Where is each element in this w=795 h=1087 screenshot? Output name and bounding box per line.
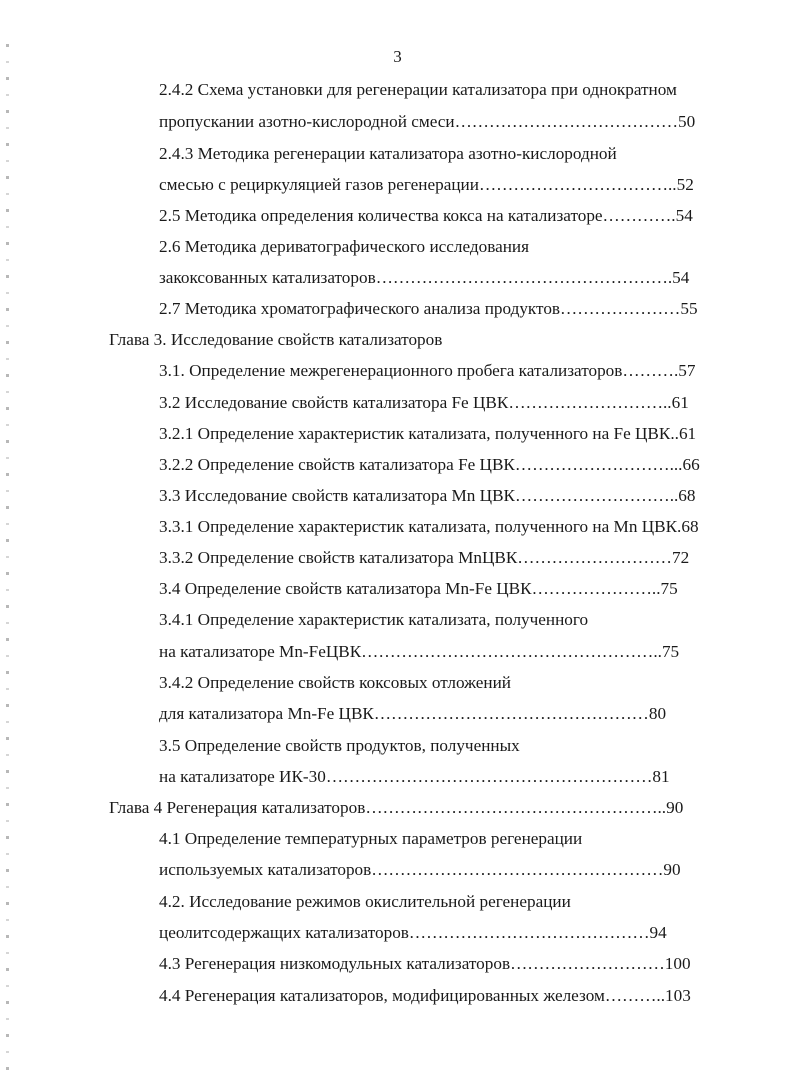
toc-entry-3-4-2-line1: 3.4.2 Определение свойств коксовых отложений <box>159 673 511 692</box>
toc-entry-2-4-3-line1: 2.4.3 Методика регенерации катализатора азотно-кислородной <box>159 144 617 163</box>
toc-chapter-3: Глава 3. Исследование свойств катализаторов <box>109 330 443 349</box>
toc-entry-4-2-line1: 4.2. Исследование режимов окислительной регенерации <box>159 892 571 911</box>
toc-entry-3-4-1-line2: на катализаторе Mn-FeЦВК……………………………………………..75 <box>159 642 680 661</box>
toc-entry-3-3: 3.3 Исследование свойств катализатора Mn ЦВК………………………..68 <box>159 486 696 505</box>
toc-entry-2-6-line1: 2.6 Методика дериватографического исследования <box>159 237 530 256</box>
toc-entry-3-2: 3.2 Исследование свойств катализатора Fe ЦВК………………………..61 <box>159 393 689 412</box>
toc-entry-4-1-line1: 4.1 Определение температурных параметров регенерации <box>159 829 583 848</box>
toc-entry-3-5-line2: на катализаторе ИК-30…………………………………………………81 <box>159 767 670 786</box>
toc-entry-2-7: 2.7 Методика хроматографического анализа продуктов…………………55 <box>159 299 698 318</box>
toc-entry-4-2-line2: цеолитсодержащих катализаторов……………………………………94 <box>159 923 667 942</box>
toc-entry-3-4: 3.4 Определение свойств катализатора Mn-Fe ЦВК…………………..75 <box>159 579 678 598</box>
toc-entry-2-5: 2.5 Методика определения количества кокса на катализаторе………….54 <box>159 206 693 225</box>
toc-entry-4-1-line2: используемых катализаторов……………………………………………90 <box>159 860 681 879</box>
toc-entry-4-3: 4.3 Регенерация низкомодульных катализаторов………………………100 <box>159 954 691 973</box>
toc-entry-3-3-2: 3.3.2 Определение свойств катализатора MnЦВК………………………72 <box>159 548 690 567</box>
toc-entry-3-3-1: 3.3.1 Определение характеристик катализата, полученного на Mn ЦВК.68 <box>159 517 699 536</box>
toc-entry-3-4-2-line2: для катализатора Mn-Fe ЦВК…………………………………………80 <box>159 704 667 723</box>
toc-entry-3-1: 3.1. Определение межрегенерационного пробега катализаторов……….57 <box>159 361 696 380</box>
toc-entry-3-5-line1: 3.5 Определение свойств продуктов, полученных <box>159 736 520 755</box>
toc-entry-3-4-1-line1: 3.4.1 Определение характеристик катализата, полученного <box>159 610 589 629</box>
toc-entry-3-2-2: 3.2.2 Определение свойств катализатора Fe ЦВК………………………...66 <box>159 455 700 474</box>
toc-entry-4-4: 4.4 Регенерация катализаторов, модифицированных железом………..103 <box>159 986 691 1005</box>
scan-binding-edge <box>6 30 9 1080</box>
toc-entry-2-6-line2: закоксованных катализаторов…………………………………………….54 <box>159 268 690 287</box>
page-number: 3 <box>393 47 402 66</box>
toc-entry-3-2-1: 3.2.1 Определение характеристик катализата, полученного на Fe ЦВК..61 <box>159 424 697 443</box>
toc-entry-2-4-2-line1: 2.4.2 Схема установки для регенерации катализатора при однократном <box>159 80 677 99</box>
toc-chapter-4: Глава 4 Регенерация катализаторов……………………………………………..90 <box>109 798 684 817</box>
toc-entry-2-4-2-line2: пропускании азотно-кислородной смеси…………………………………50 <box>159 112 696 131</box>
toc-entry-2-4-3-line2: смесью с рециркуляцией газов регенерации……………………………..52 <box>159 175 694 194</box>
